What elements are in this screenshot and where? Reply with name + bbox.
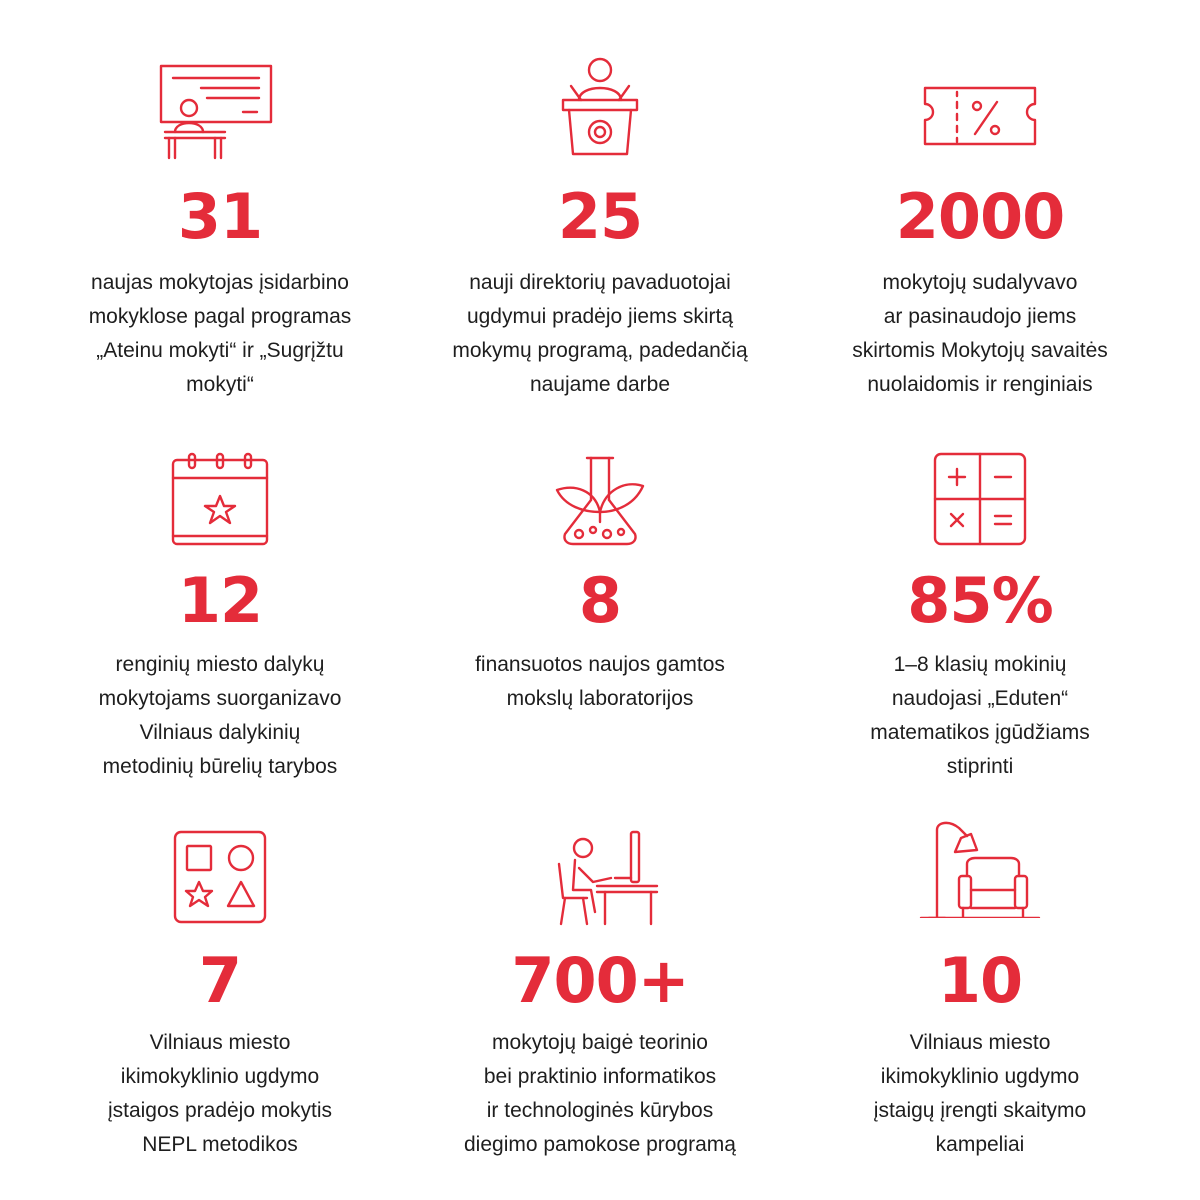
stat-card-informatics xyxy=(410,828,790,1168)
reading-corner-icon xyxy=(915,818,1045,918)
desc-line: naujame darbe xyxy=(529,373,671,396)
desc-line: naujas mokytojas įsidarbino xyxy=(91,271,349,294)
desc-line: ir technologinės kūrybos xyxy=(486,1099,714,1122)
desc-line: ar pasinaudojo jiems xyxy=(883,305,1077,328)
desc-line: stiprinti xyxy=(946,755,1014,778)
desc-line: mokytojų baigė teorinio xyxy=(492,1031,708,1054)
desc-line: Vilniaus dalykinių xyxy=(139,721,301,744)
desc-line: mokytojų sudalyvavo xyxy=(882,271,1078,294)
desc-line: „Ateinu mokyti“ ir „Sugrįžtu xyxy=(96,339,344,362)
desc-line: bei praktinio informatikos xyxy=(483,1065,717,1088)
stat-card-teachers-hired xyxy=(30,60,410,400)
stat-description xyxy=(410,648,790,716)
desc-line: mokslų laboratorijos xyxy=(506,687,694,710)
desc-line: įstaigų įrengti skaitymo xyxy=(873,1099,1087,1122)
stat-value: 85% xyxy=(907,564,1053,637)
stat-description xyxy=(790,648,1170,784)
stat-card-eduten xyxy=(790,450,1170,790)
desc-line: naudojasi „Eduten“ xyxy=(891,687,1069,710)
stat-card-events xyxy=(30,450,410,790)
stat-value: 31 xyxy=(177,180,263,253)
desc-line: renginių miesto dalykų xyxy=(115,653,325,676)
stat-card-deputy-directors xyxy=(410,60,790,400)
stat-description xyxy=(30,266,410,402)
desc-line: ugdymui pradėjo jiems skirtą xyxy=(466,305,734,328)
desc-line: kampeliai xyxy=(935,1133,1025,1156)
desc-line: Vilniaus miesto xyxy=(909,1031,1051,1054)
classroom-teacher-icon xyxy=(155,60,285,160)
desc-line: ikimokyklinio ugdymo xyxy=(880,1065,1080,1088)
desc-line: mokyklose pagal programas xyxy=(88,305,352,328)
stat-card-teachers-week xyxy=(790,60,1170,400)
desc-line: finansuotos naujos gamtos xyxy=(475,653,725,676)
stat-card-reading-corners xyxy=(790,818,1170,1168)
desc-line: NEPL metodikos xyxy=(142,1133,298,1156)
calculator-icon xyxy=(915,450,1045,550)
desc-line: skirtomis Mokytojų savaitės xyxy=(852,339,1108,362)
event-calendar-icon xyxy=(155,450,285,550)
desc-line: metodinių būrelių tarybos xyxy=(102,755,338,778)
stat-description xyxy=(790,266,1170,402)
stat-value: 12 xyxy=(177,564,263,637)
stat-description xyxy=(410,1026,790,1162)
stat-value: 7 xyxy=(198,944,242,1017)
stat-description xyxy=(30,1026,410,1162)
person-at-computer-icon xyxy=(535,828,665,928)
stat-value: 25 xyxy=(557,180,643,253)
desc-line: nuolaidomis ir renginiais xyxy=(867,373,1093,396)
stat-description xyxy=(30,648,410,784)
desc-line: ikimokyklinio ugdymo xyxy=(120,1065,320,1088)
desc-line: nauji direktorių pavaduotojai xyxy=(469,271,731,294)
speaker-podium-icon xyxy=(535,56,665,156)
lab-flask-plant-icon xyxy=(535,450,665,550)
desc-line: įstaigos pradėjo mokytis xyxy=(107,1099,333,1122)
desc-line: mokytojams suorganizavo xyxy=(98,687,342,710)
shape-sorter-icon xyxy=(155,828,285,928)
desc-line: diegimo pamokose programą xyxy=(464,1133,736,1156)
stat-card-laboratories xyxy=(410,450,790,790)
desc-line: mokyti“ xyxy=(186,373,254,396)
stat-description xyxy=(790,1026,1170,1162)
stat-value: 10 xyxy=(937,944,1023,1017)
stat-value: 700+ xyxy=(511,944,689,1017)
discount-ticket-icon xyxy=(915,60,1045,160)
stat-card-nepl xyxy=(30,828,410,1168)
stat-value: 8 xyxy=(578,564,622,637)
desc-line: matematikos įgūdžiams xyxy=(870,721,1090,744)
stat-description xyxy=(410,266,790,402)
desc-line: Vilniaus miesto xyxy=(149,1031,291,1054)
stat-value: 2000 xyxy=(895,180,1065,253)
desc-line: mokymų programą, padedančią xyxy=(452,339,748,362)
desc-line: 1–8 klasių mokinių xyxy=(893,653,1067,676)
